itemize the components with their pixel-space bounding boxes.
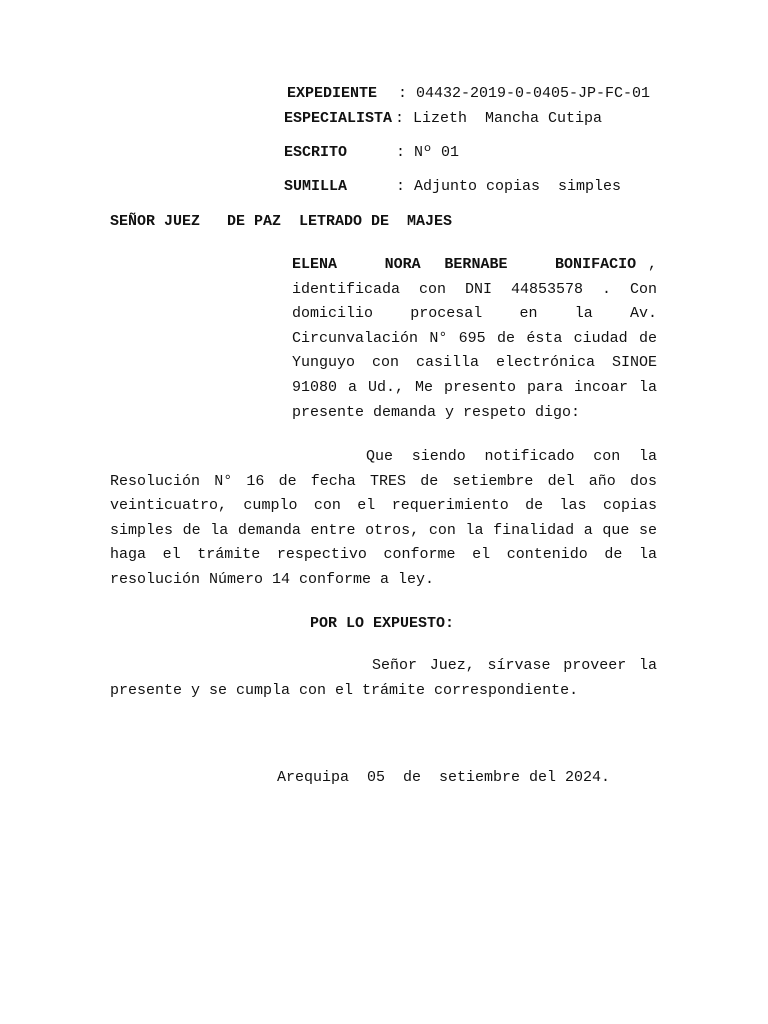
expediente-value: : 04432-2019-0-0405-JP-FC-01 (398, 85, 651, 102)
closing-paragraph: Señor Juez, sírvase proveer la presente y se cumpla con el trámite correspondiente. (110, 657, 657, 699)
intro-paragraph (292, 253, 657, 425)
intro-text: , identificada con DNI 44853578 . Con domicilio procesal en la Av. Circunvalación N° 695 de ésta ciudad de Yunguyo con casilla electrónica SINOE 91080 a Ud., Me presento para incoar la presente demanda y respeto digo: (292, 256, 657, 421)
escrito-label: ESCRITO (284, 144, 348, 161)
body-paragraph: Que siendo notificado con la Resolución N° 16 de fecha TRES de setiembre del año dos veinticuatro, cumplo con el requerimiento de las copias simples de la demanda entre otros, con la finalidad a que se haga el trámite respectivo conforme el contenido de la resolución Número 14 conforme a ley. (110, 448, 657, 588)
petitioner-name: ELENA NORA BERNABE BONIFACIO (292, 256, 637, 273)
especialista-label: ESPECIALISTA (284, 110, 393, 127)
date-line: Arequipa 05 de setiembre del 2024. (277, 769, 611, 786)
sumilla-label: SUMILLA (284, 178, 348, 195)
case-header (0, 0, 768, 200)
sumilla-value: : Adjunto copias simples (396, 178, 622, 195)
section-heading: POR LO EXPUESTO: (310, 615, 455, 632)
addressee: SEÑOR JUEZ DE PAZ LETRADO DE MAJES (110, 213, 453, 230)
escrito-value: : Nº 01 (396, 144, 460, 161)
expediente-label: EXPEDIENTE (287, 85, 378, 102)
especialista-value: : Lizeth Mancha Cutipa (395, 110, 603, 127)
